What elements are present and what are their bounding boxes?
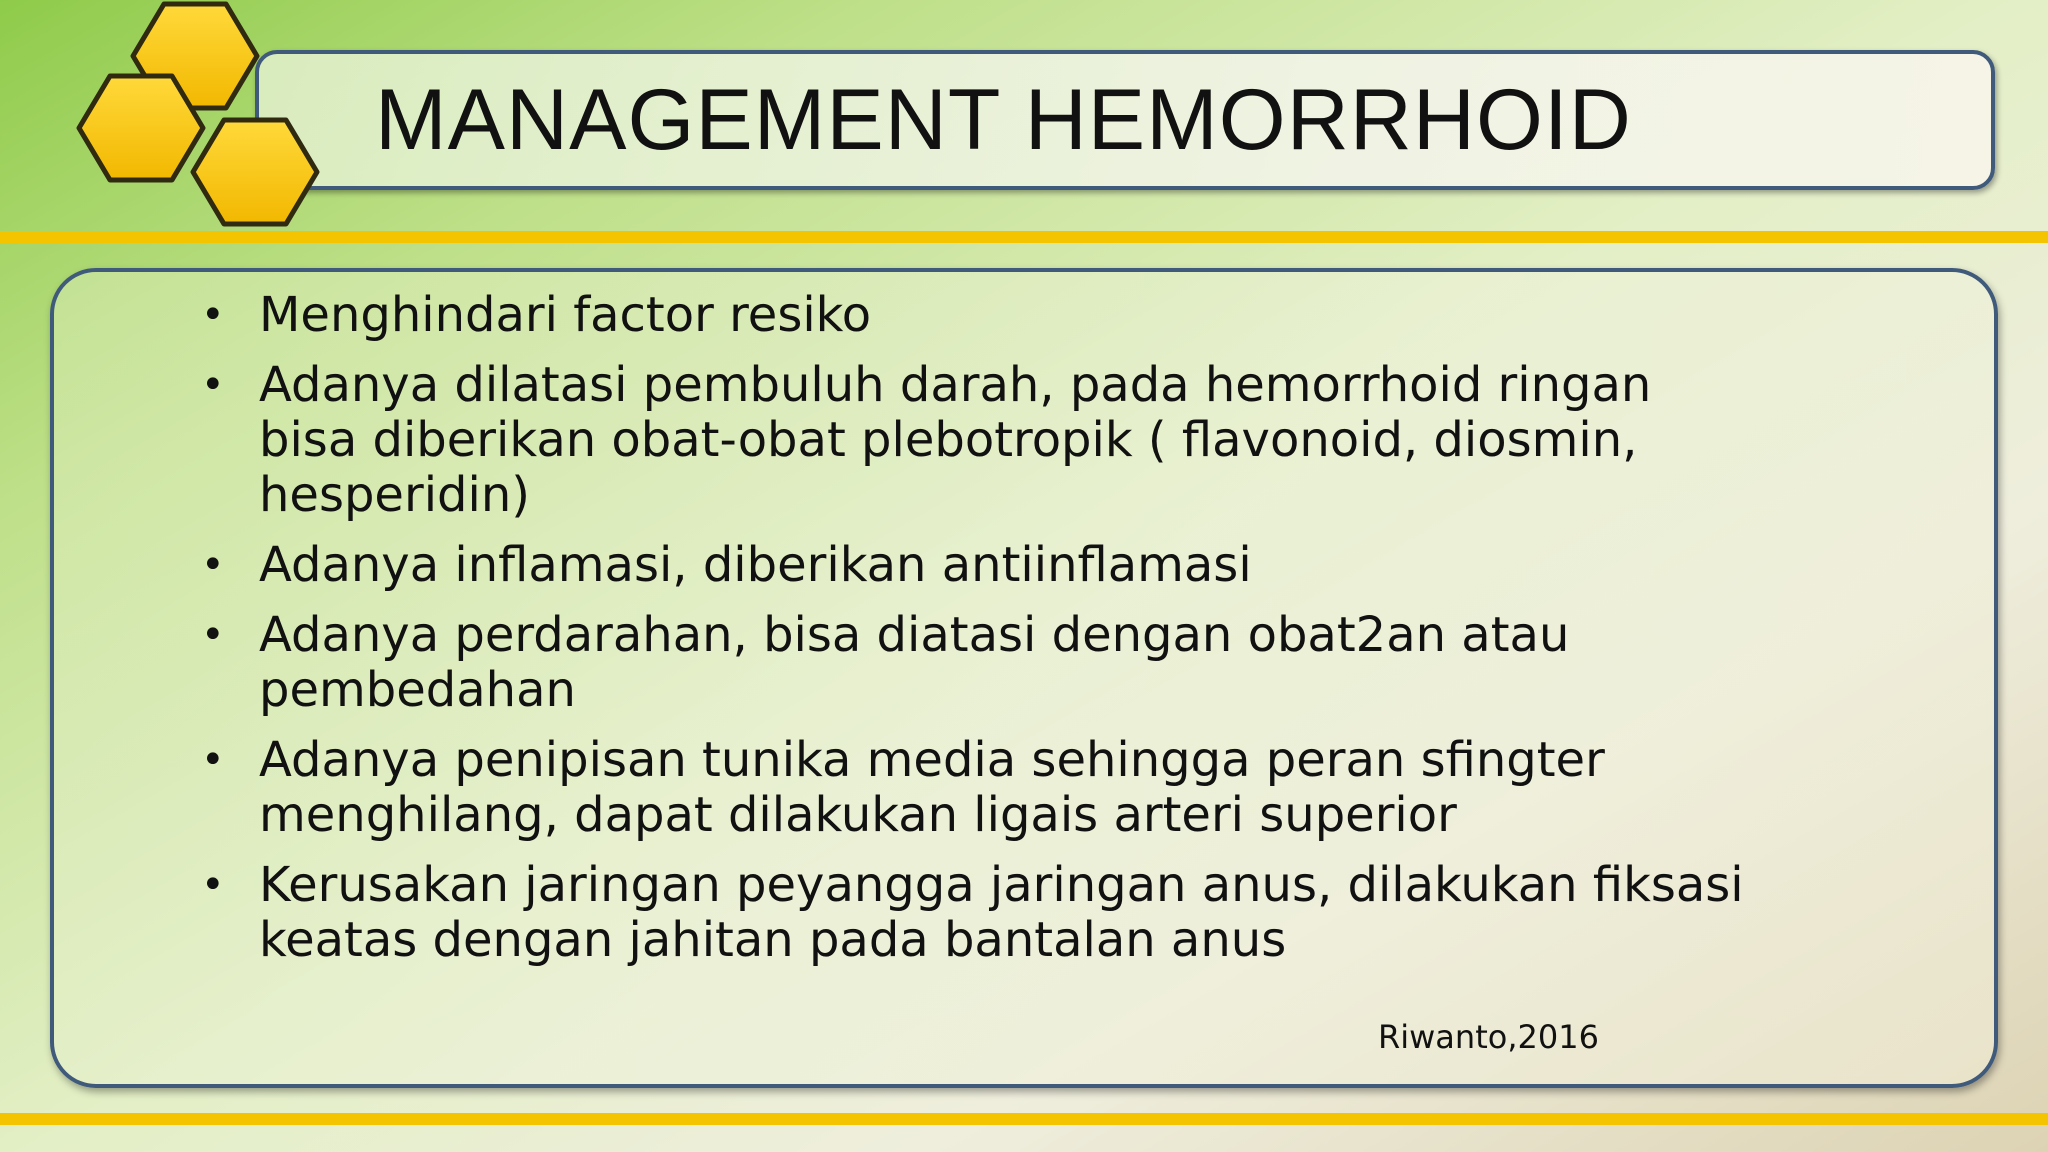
bullet-item bbox=[195, 857, 1744, 968]
bottom-accent-stripe bbox=[0, 1113, 2048, 1125]
citation: Riwanto,2016 bbox=[1378, 1018, 1599, 1056]
bullet-line: Adanya dilatasi pembuluh darah, pada hemorrhoid ringan bbox=[259, 357, 1652, 413]
bullet-list bbox=[195, 287, 1744, 983]
bullet-line: Menghindari factor resiko bbox=[259, 287, 872, 343]
bullet-line: menghilang, dapat dilakukan ligais arteri superior bbox=[259, 787, 1457, 843]
honeycomb-hexagon-logo-icon bbox=[60, 0, 340, 240]
bullet-item bbox=[195, 538, 1735, 593]
bullet-line: Kerusakan jaringan peyangga jaringan anus, dilakukan fiksasi bbox=[259, 857, 1744, 913]
bullet-marker: • bbox=[201, 737, 225, 783]
bullet-line: pembedahan bbox=[259, 662, 576, 718]
bullet-marker: • bbox=[201, 542, 225, 588]
bullet-item bbox=[195, 358, 1735, 523]
bullet-line: bisa diberikan obat-obat plebotropik ( flavonoid, diosmin, bbox=[259, 412, 1638, 468]
bullet-line: Adanya perdarahan, bisa diatasi dengan obat2an atau bbox=[259, 607, 1570, 663]
bullet-line: Adanya penipisan tunika media sehingga peran sfingter bbox=[259, 732, 1605, 788]
bullet-marker: • bbox=[201, 862, 225, 908]
hexagon-right bbox=[193, 120, 317, 224]
bullet-item bbox=[195, 733, 1735, 843]
bullet-marker: • bbox=[201, 292, 225, 338]
bullet-item bbox=[195, 608, 1735, 718]
bullet-line: keatas dengan jahitan pada bantalan anus bbox=[259, 912, 1287, 968]
bullet-marker: • bbox=[201, 362, 225, 408]
bullet-item bbox=[195, 288, 1735, 343]
bullet-line: Adanya inflamasi, diberikan antiinflamasi bbox=[259, 537, 1252, 593]
slide-title: MANAGEMENT HEMORRHOID bbox=[375, 72, 1632, 168]
bullet-line: hesperidin) bbox=[259, 467, 530, 523]
bullet-marker: • bbox=[201, 612, 225, 658]
